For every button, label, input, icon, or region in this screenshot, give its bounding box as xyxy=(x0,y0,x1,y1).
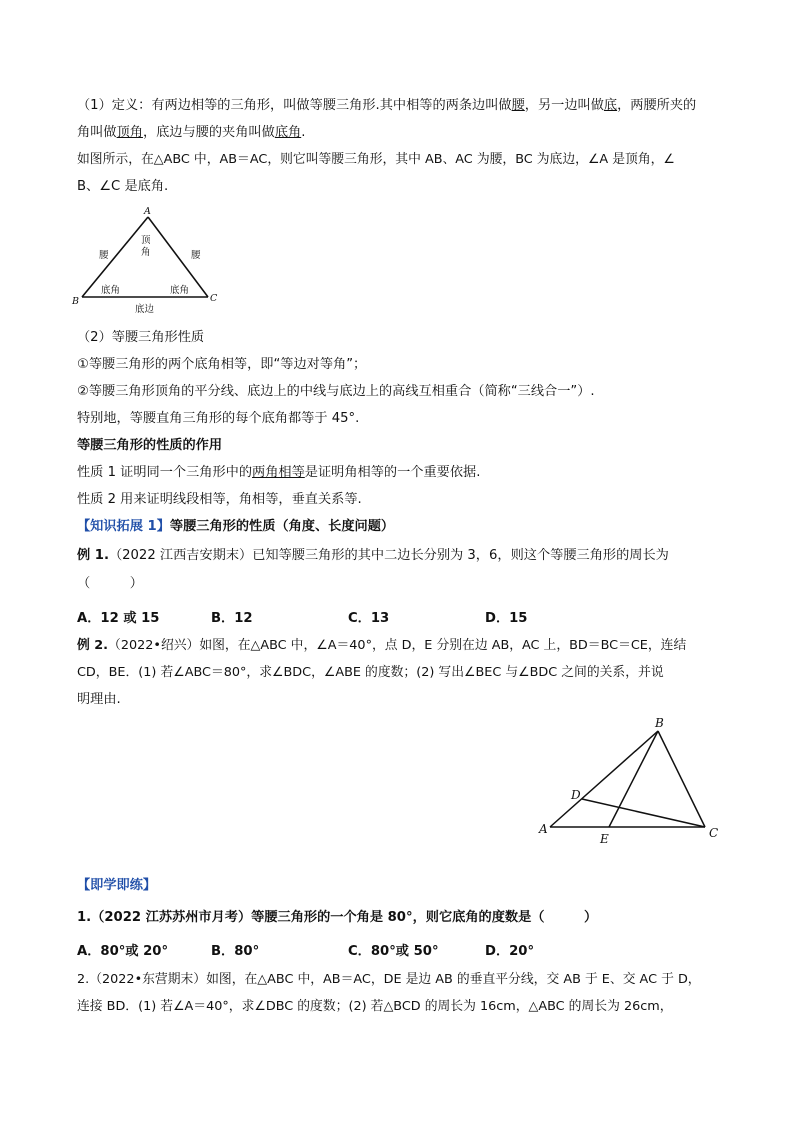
example-2-label: 例 2. xyxy=(77,638,109,653)
leg-left-label: 腰 xyxy=(99,250,109,261)
properties-heading: （2）等腰三角形性质 xyxy=(77,330,205,345)
base-angle-right-label: 底角 xyxy=(170,285,190,296)
example-1-option-b: B．12 xyxy=(211,611,253,626)
def-term-base-angle: 底角 xyxy=(274,125,302,140)
property-2: ②等腰三角形顶角的平分线、底边上的中线与底边上的高线互相重合（简称“三线合一”）. xyxy=(77,384,595,399)
example-1-question xyxy=(77,546,669,566)
practice-1-option-d: D．20° xyxy=(485,944,535,959)
example-1-blank: （ ） xyxy=(77,576,143,591)
apex-angle-label-2: 角 xyxy=(141,247,151,258)
def-term-base: 底 xyxy=(603,98,618,113)
extension-title: 等腰三角形的性质（角度、长度问题） xyxy=(169,519,395,534)
def-term-leg: 腰 xyxy=(511,98,525,113)
vertex-a-label: A xyxy=(144,206,151,217)
role-text: 是证明角相等的一个重要依据. xyxy=(304,465,481,480)
def-text: . xyxy=(301,125,306,140)
leg-right-label: 腰 xyxy=(191,250,201,261)
point-d-label: D xyxy=(571,788,581,802)
example-1-label: 例 1. xyxy=(77,548,109,563)
definition-line-2 xyxy=(77,123,305,143)
practice-question-2-line-2: 连接 BD．(1) 若∠A＝40°，求∠DBC 的度数；(2) 若△BCD 的周长为 16cm，△ABC 的周长为 26cm， xyxy=(77,999,673,1014)
role-term: 两角相等 xyxy=(252,465,305,480)
segment-be xyxy=(609,731,658,827)
extension-tag: 【知识拓展 1】 xyxy=(77,519,170,534)
role-text: 性质 1 证明同一个三角形中的 xyxy=(77,465,253,480)
example-1-option-a: A．12 或 15 xyxy=(77,611,160,626)
knowledge-extension-heading xyxy=(77,517,394,537)
base-angle-left-label: 底角 xyxy=(101,285,121,296)
vertex-c-label: C xyxy=(210,293,218,304)
def-text: （1）定义：有两边相等的三角形，叫做等腰三角形.其中相等的两条边叫做 xyxy=(77,98,512,113)
apex-angle-label-1: 顶 xyxy=(141,235,151,246)
segment-cd xyxy=(582,799,705,827)
example-1-text: （2022 江西吉安期末）已知等腰三角形的其中二边长分别为 3，6，则这个等腰三角形的周长为 xyxy=(108,548,669,563)
base-label: 底边 xyxy=(135,304,155,315)
properties-role-heading: 等腰三角形的性质的作用 xyxy=(77,438,223,453)
property-role-2: 性质 2 用来证明线段相等，角相等，垂直关系等. xyxy=(77,492,362,507)
definition-line-1 xyxy=(77,96,696,116)
practice-1-option-a: A．80°或 20° xyxy=(77,944,169,959)
definition-line-3: 如图所示，在△ABC 中，AB＝AC，则它叫等腰三角形，其中 AB、AC 为腰，BC 为底边，∠A 是顶角，∠ xyxy=(77,152,675,167)
definition-line-4: B、∠C 是底角. xyxy=(77,179,169,194)
def-term-vertex-angle: 顶角 xyxy=(116,125,143,140)
example-2-line-2: CD，BE．(1) 若∠ABC＝80°，求∠BDC，∠ABE 的度数；(2) 写出∠BEC 与∠BDC 之间的关系，并说 xyxy=(77,665,664,680)
vertex-b-label: B xyxy=(72,296,79,307)
point-a-label: A xyxy=(539,822,548,836)
isosceles-triangle-figure xyxy=(70,205,220,320)
property-1: ①等腰三角形的两个底角相等，即“等边对等角”； xyxy=(77,357,367,372)
point-c-label: C xyxy=(709,826,719,840)
example-2-text: （2022•绍兴）如图，在△ABC 中，∠A＝40°，点 D，E 分别在边 AB，AC 上，BD＝BC＝CE，连结 xyxy=(108,638,687,653)
practice-1-option-c: C．80°或 50° xyxy=(348,944,439,959)
point-e-label: E xyxy=(600,832,609,846)
property-special: 特别地，等腰直角三角形的每个底角都等于 45°. xyxy=(77,411,360,426)
def-text: ，另一边叫做 xyxy=(524,98,604,113)
segment-bc xyxy=(658,731,705,827)
def-text: 角叫做 xyxy=(77,125,117,140)
example-1-option-d: D．15 xyxy=(485,611,528,626)
example-2-line-1 xyxy=(77,636,686,656)
example-1-option-c: C．13 xyxy=(348,611,390,626)
practice-question-1: 1.（2022 江苏苏州市月考）等腰三角形的一个角是 80°，则它底角的度数是（ ） xyxy=(77,910,598,925)
practice-heading: 【即学即练】 xyxy=(77,878,157,893)
def-text: ，两腰所夹的 xyxy=(617,98,697,113)
practice-question-2-line-1: 2.（2022•东营期末）如图，在△ABC 中，AB＝AC，DE 是边 AB 的垂直平分线，交 AB 于 E、交 AC 于 D， xyxy=(77,972,701,987)
example-2-triangle-figure xyxy=(530,715,730,850)
property-role-1 xyxy=(77,463,480,483)
point-b-label: B xyxy=(655,716,664,730)
example-2-line-3: 明理由. xyxy=(77,692,121,707)
practice-1-option-b: B．80° xyxy=(211,944,260,959)
def-text: ，底边与腰的夹角叫做 xyxy=(142,125,275,140)
